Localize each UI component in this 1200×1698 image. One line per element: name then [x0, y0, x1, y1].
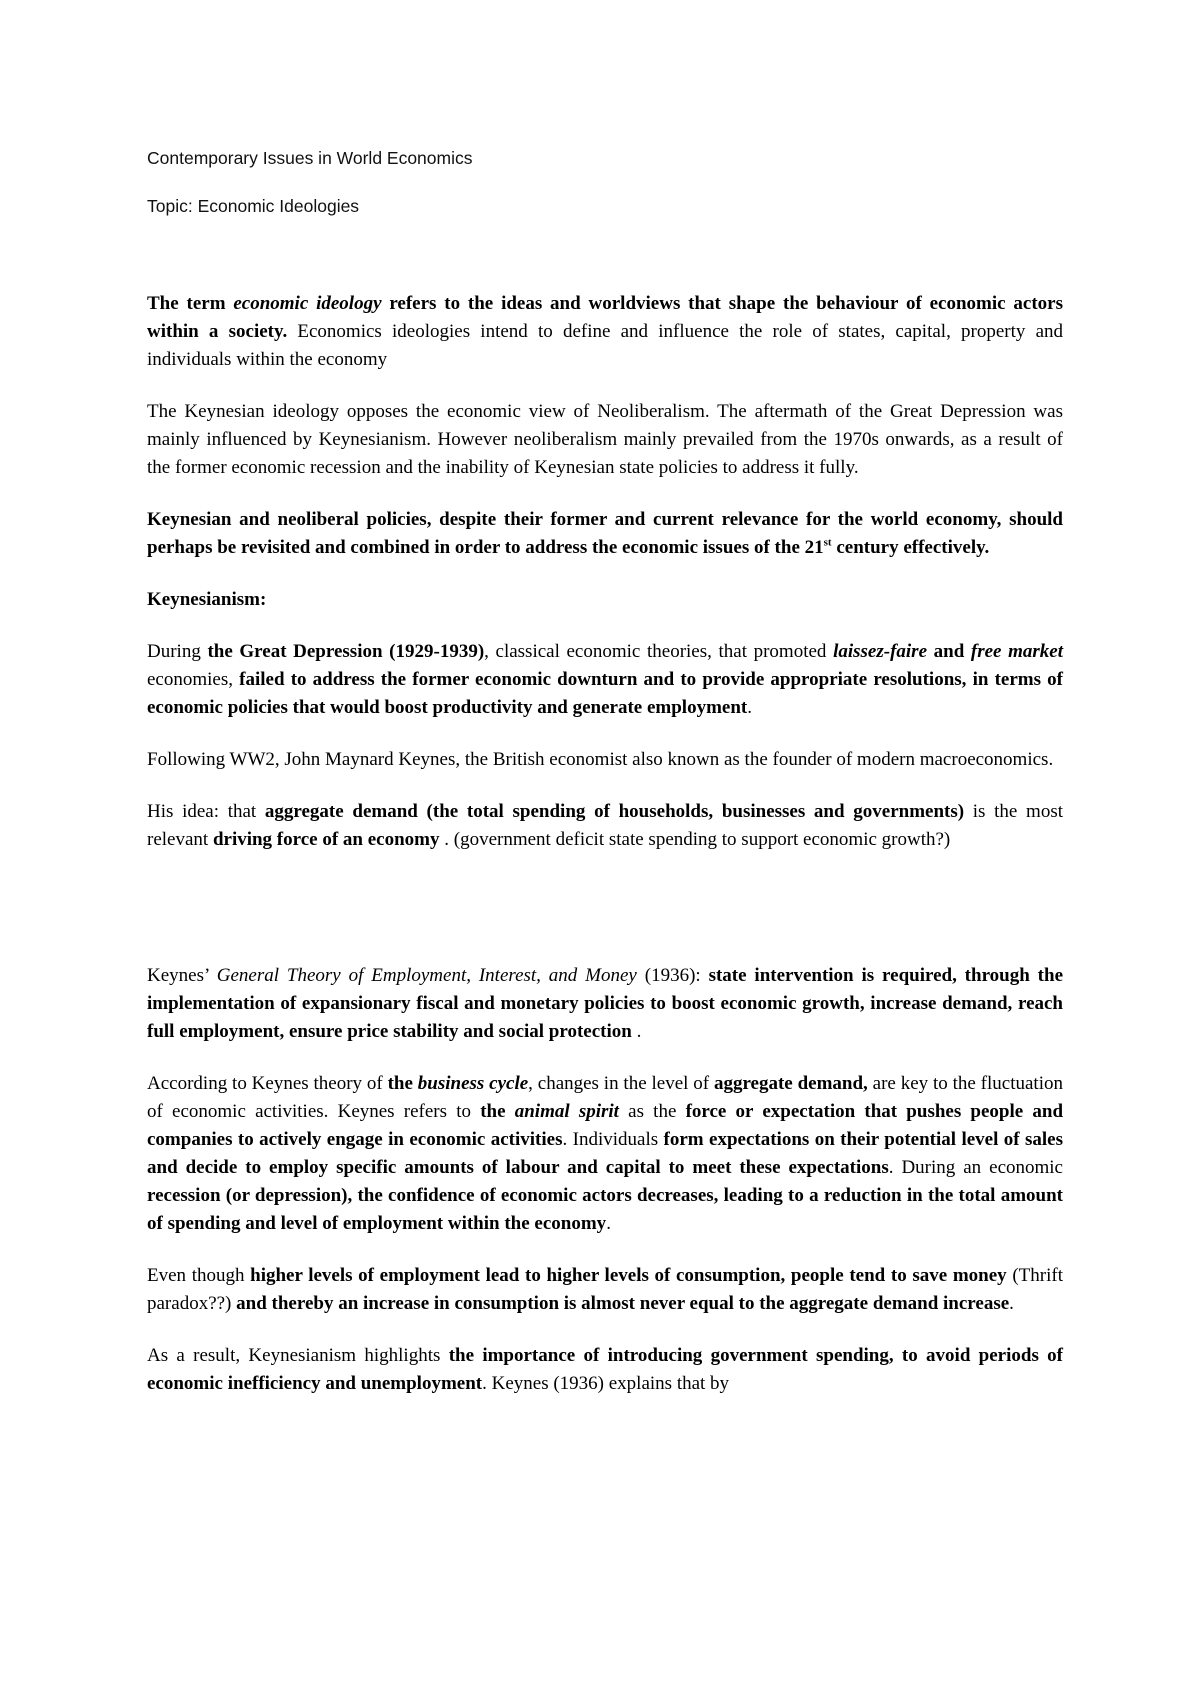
course-title: Contemporary Issues in World Economics — [147, 148, 473, 168]
document-body — [147, 290, 1063, 1422]
text: (1936): — [636, 965, 709, 986]
text: During — [147, 641, 208, 662]
text: . — [1009, 1293, 1014, 1314]
text-bold: higher levels of employment lead to higher levels of consumption, people tend to save money — [250, 1265, 1007, 1286]
text-bold: form expectations on their potential level of sales and decide to employ specific amounts of labour and capital to meet these expectations — [147, 1129, 1063, 1178]
superscript: st — [823, 536, 832, 549]
text-bold: refers to the ideas and worldviews that shape the behaviour of economic actors within a society. — [147, 293, 1063, 342]
text-bold: the — [480, 1101, 515, 1122]
paragraph-thesis — [147, 506, 1063, 562]
section-title: Keynesianism: — [147, 589, 267, 610]
term-business-cycle: business cycle — [417, 1073, 529, 1094]
text: (Thrift paradox??) — [147, 1265, 1063, 1314]
text: . — [747, 697, 752, 718]
text: . Individuals — [562, 1129, 664, 1150]
text-bold: recession (or depression), the confidence of economic actors decreases, leading to a reduction in the total amount of spending and level of employment within the economy — [147, 1185, 1063, 1234]
text-bold: the Great Depression (1929-1939) — [207, 641, 485, 662]
text: Economics ideologies intend to define and influence the role of states, capital, property and individuals within the economy — [147, 321, 1064, 370]
paragraph-general-theory — [147, 962, 1063, 1046]
text-bold: failed to address the former economic downturn and to provide appropriate resolutions, in terms of economic policies that would boost productivity and generate employment — [147, 669, 1063, 718]
text-bold: century effectively. — [831, 537, 990, 558]
text-bold: Keynesian and neoliberal policies, despite their former and current relevance for the world economy, should perhaps be revisited and combined in order to address the economic issues of the 21 — [147, 509, 1063, 558]
text: . Keynes (1936) explains that by — [482, 1373, 730, 1394]
text: , classical economic theories, that promoted — [484, 641, 834, 662]
text-bold: state intervention is required, through the implementation of expansionary fiscal and monetary policies to boost economic growth, increase demand, reach full employment, ensure price stability and social protection — [147, 965, 1064, 1042]
paragraph-aggregate-demand — [147, 798, 1063, 854]
paragraph-thrift-paradox — [147, 1262, 1063, 1318]
text-bold: driving force of an economy — [212, 829, 440, 850]
term-economic-ideology: economic ideology — [233, 293, 382, 314]
text-bold: aggregate demand (the total spending of households, businesses and governments) — [264, 801, 965, 822]
text: Even though — [147, 1265, 251, 1286]
blank-space — [147, 878, 1063, 962]
paragraph-keynesian-vs-neoliberal — [147, 398, 1063, 482]
text: , changes in the level of — [528, 1073, 714, 1094]
paragraph-government-spending — [147, 1342, 1063, 1398]
term-laissez-faire: laissez-faire — [833, 641, 927, 662]
text-bold: The term — [147, 293, 234, 314]
text: are key to the fluctuation of economic activities. Keynes refers to — [147, 1073, 1063, 1122]
text-bold: aggregate demand, — [713, 1073, 868, 1094]
text: as the — [618, 1101, 686, 1122]
paragraph-great-depression — [147, 638, 1063, 722]
text: The Keynesian ideology opposes the economic view of Neoliberalism. The aftermath of the Great Depression was mainly influenced by Keynesianism. However neoliberalism mainly prevailed from the 1970s onwards, as a result of the former economic recession and the inability of Keynesian state policies to address it fully. — [147, 401, 1063, 478]
text: His idea: that — [147, 801, 265, 822]
text: is the most relevant — [147, 801, 1063, 850]
text: . (government deficit state spending to support economic growth?) — [439, 829, 951, 850]
text: According to Keynes theory of — [147, 1073, 388, 1094]
book-title: General Theory of Employment, Interest, and Money — [216, 965, 637, 986]
text: . — [606, 1213, 611, 1234]
text: . — [631, 1021, 642, 1042]
paragraph-business-cycle — [147, 1070, 1063, 1238]
text-bold: force or expectation that pushes people and companies to actively engage in economic activities — [147, 1101, 1064, 1150]
text-bold: the importance of introducing government spending, to avoid periods of economic inefficiency and unemployment — [147, 1345, 1063, 1394]
text-bold: the — [387, 1073, 418, 1094]
paragraph-keynes-intro — [147, 746, 1063, 774]
paragraph-definition — [147, 290, 1063, 374]
text-bold: and thereby an increase in consumption is almost never equal to the aggregate demand increase — [236, 1293, 1010, 1314]
text: economies, — [147, 669, 240, 690]
text: . During an economic — [888, 1157, 1063, 1178]
text-bold: and — [927, 641, 971, 662]
topic-title: Topic: Economic Ideologies — [147, 196, 360, 216]
term-free-market: free market — [970, 641, 1063, 662]
text: Keynes’ — [147, 965, 217, 986]
text: As a result, Keynesianism highlights — [147, 1345, 449, 1366]
term-animal-spirit: animal spirit — [514, 1101, 619, 1122]
section-heading — [147, 586, 1063, 614]
text: Following WW2, John Maynard Keynes, the British economist also known as the founder of modern macroeconomics. — [147, 749, 1054, 770]
